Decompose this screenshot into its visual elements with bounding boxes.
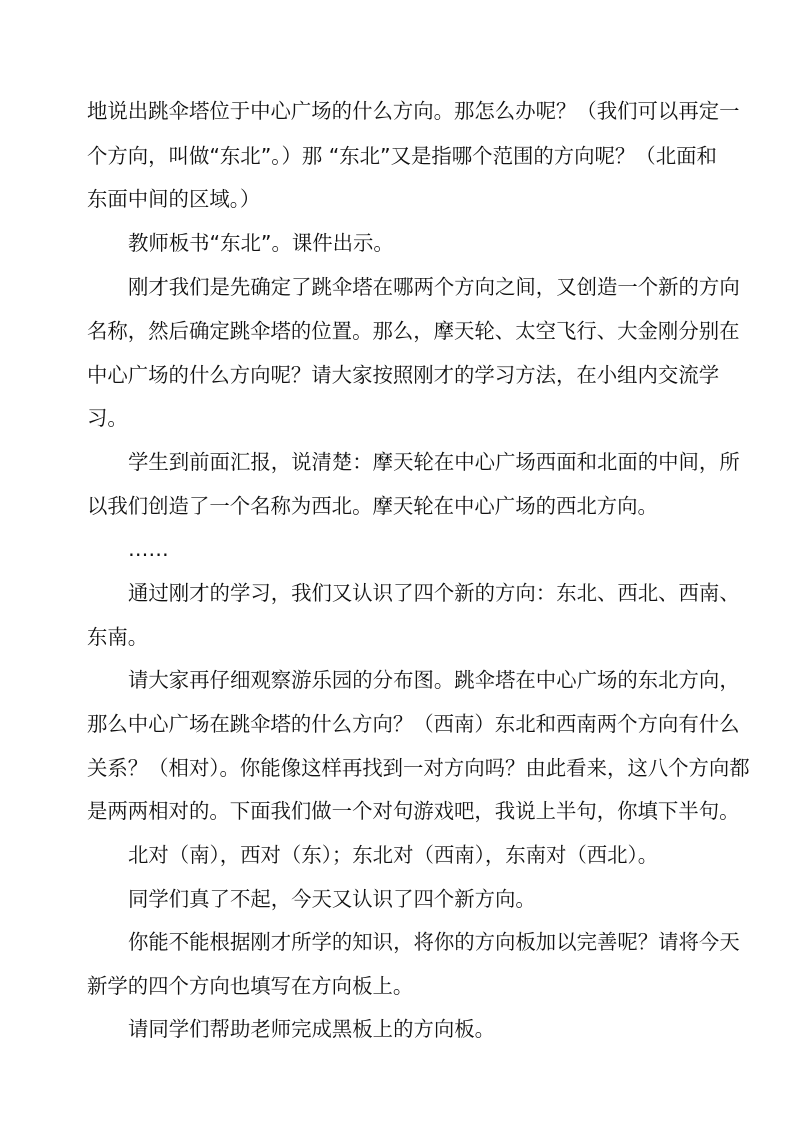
text-line: 个方向，叫做“东北”。）那 “东北”又是指哪个范围的方向呢？（北面和 — [87, 144, 717, 168]
text-line: 请同学们帮助老师完成黑板上的方向板。 — [128, 1017, 496, 1041]
text-line: 习。 — [87, 406, 128, 430]
text-line: 你能不能根据刚才所学的知识，将你的方向板加以完善呢？请将今天 — [128, 930, 740, 954]
text-line: 地说出跳伞塔位于中心广场的什么方向。那怎么办呢？（我们可以再定一 — [87, 99, 740, 123]
text-line: 教师板书“东北”。课件出示。 — [128, 231, 394, 255]
text-line: 同学们真了不起，今天又认识了四个新方向。 — [128, 887, 536, 911]
text-line: 那么中心广场在跳伞塔的什么方向？（西南）东北和西南两个方向有什么 — [87, 712, 740, 736]
text-line: 名称，然后确定跳伞塔的位置。那么，摩天轮、太空飞行、大金刚分别在 — [87, 319, 740, 343]
text-line: 东面中间的区域。） — [87, 187, 261, 211]
text-line: 关系？（相对）。你能像这样再找到一对方向吗？由此看来，这八个方向都 — [87, 756, 750, 780]
text-line: 北对（南），西对（东）；东北对（西南），东南对（西北）。 — [128, 843, 659, 867]
text-line: 请大家再仔细观察游乐园的分布图。跳伞塔在中心广场的东北方向， — [128, 668, 740, 692]
text-line: 中心广场的什么方向呢？请大家按照刚才的学习方法，在小组内交流学 — [87, 363, 720, 387]
text-line: 通过刚才的学习，我们又认识了四个新的方向：东北、西北、西南、 — [128, 581, 740, 605]
text-line: 是两两相对的。下面我们做一个对句游戏吧，我说上半句，你填下半句。 — [87, 799, 740, 823]
text-line: 刚才我们是先确定了跳伞塔在哪两个方向之间，又创造一个新的方向 — [128, 275, 740, 299]
text-line: 东南。 — [87, 625, 149, 649]
text-line: 新学的四个方向也填写在方向板上。 — [87, 974, 414, 998]
text-line: 学生到前面汇报，说清楚：摩天轮在中心广场西面和北面的中间，所 — [128, 450, 740, 474]
text-line: 以我们创造了一个名称为西北。摩天轮在中心广场的西北方向。 — [87, 494, 658, 518]
text-line: …… — [128, 537, 169, 561]
